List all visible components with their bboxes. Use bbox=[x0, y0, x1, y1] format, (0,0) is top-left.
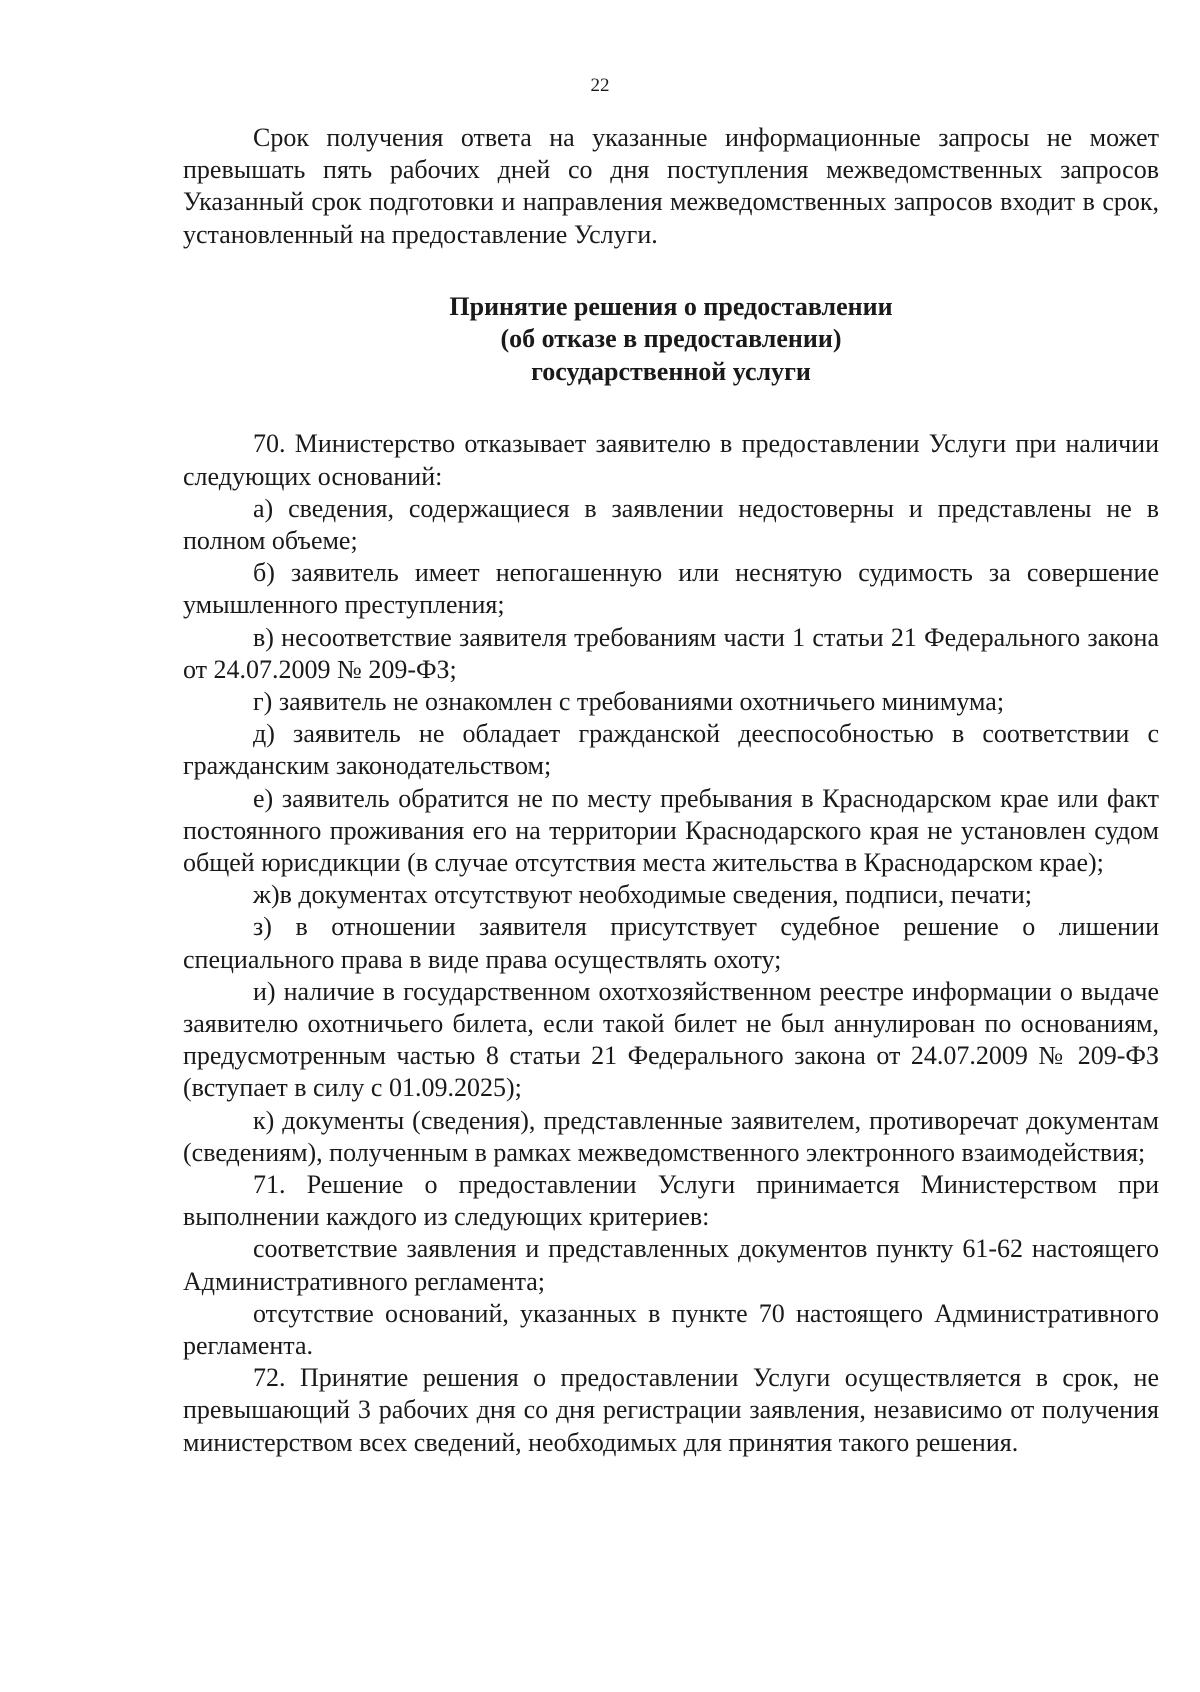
paragraph-72: 72. Принятие решения о предоставлении Услуги осуществляется в срок, не превышающий 3 рабочих дня со дня регистрации заявления, независимо от получения министерством всех сведений, необходимых для принятия такого решения. bbox=[183, 1363, 1159, 1457]
paragraph-70: 70. Министерство отказывает заявителю в предоставлении Услуги при наличии следующих оснований: bbox=[183, 429, 1159, 491]
section-heading bbox=[183, 291, 1159, 389]
ground-zh: ж)в документах отсутствуют необходимые сведения, подписи, печати; bbox=[253, 880, 1033, 910]
ground-i: и) наличие в государственном охотхозяйственном реестре информации о выдаче заявителю охотничьего билета, если такой билет не был аннулирован по основаниям, предусмотренным частью 8 статьи 21 Федерального закона от 24.07.2009 № 209-ФЗ (вступает в силу с 01.09.2025); bbox=[183, 976, 1159, 1103]
intro-paragraph: Срок получения ответа на указанные информационные запросы не может превышать пять рабочих дней со дня поступления межведомственных запросов Указанный срок подготовки и направления межведомственных запросов входит в срок, установленный на предоставление Услуги. bbox=[183, 123, 1159, 249]
section-heading-line-2: (об отказе в предоставлении) bbox=[500, 324, 842, 354]
ground-d: д) заявитель не обладает гражданской дееспособностью в соответствии с гражданским законодательством; bbox=[183, 719, 1159, 781]
ground-v: в) несоответствие заявителя требованиям части 1 статьи 21 Федерального закона от 24.07.2009 № 209-ФЗ; bbox=[183, 622, 1159, 684]
document-body bbox=[183, 122, 1159, 1459]
criterion-1: соответствие заявления и представленных документов пункту 61-62 настоящего Административного регламента; bbox=[183, 1234, 1159, 1296]
section-heading-line-3: государственной услуги bbox=[531, 356, 811, 386]
ground-b: б) заявитель имеет непогашенную или неснятую судимость за совершение умышленного преступления; bbox=[183, 558, 1159, 620]
ground-e: е) заявитель обратится не по месту пребывания в Краснодарском крае или факт постоянного проживания его на территории Краснодарского края не установлен судом общей юрисдикции (в случае отсутствия места жительства в Краснодарском крае); bbox=[183, 783, 1159, 877]
ground-k: к) документы (сведения), представленные заявителем, противоречат документам (сведениям), полученным в рамках межведомственного электронного взаимодействия; bbox=[183, 1105, 1159, 1167]
section-heading-line-1: Принятие решения о предоставлении bbox=[449, 291, 893, 321]
ground-a: а) сведения, содержащиеся в заявлении недостоверны и представлены не в полном объеме; bbox=[183, 493, 1159, 555]
criterion-2: отсутствие оснований, указанных в пункте 70 настоящего Административного регламента. bbox=[183, 1298, 1159, 1360]
ground-g: г) заявитель не ознакомлен с требованиями охотничьего минимума; bbox=[253, 686, 1005, 716]
paragraph-71: 71. Решение о предоставлении Услуги принимается Министерством при выполнении каждого из следующих критериев: bbox=[183, 1169, 1159, 1232]
ground-z: з) в отношении заявителя присутствует судебное решение о лишении специального права в виде права осуществлять охоту; bbox=[183, 912, 1159, 974]
page-number: 22 bbox=[590, 75, 610, 96]
